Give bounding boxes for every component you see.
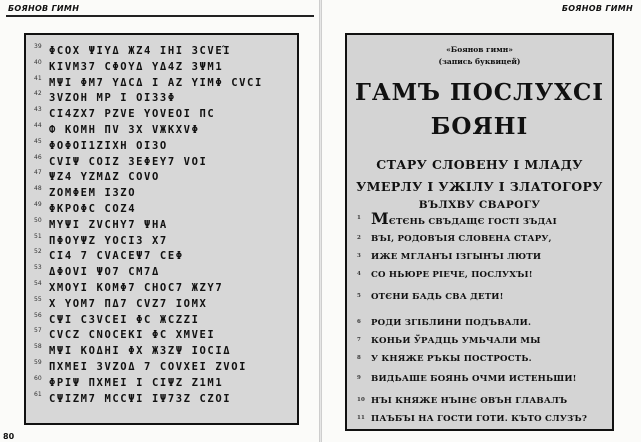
verse-line (357, 374, 606, 384)
cyrillic-text-panel (345, 33, 614, 431)
line-number: 52 (34, 248, 42, 256)
verse-number: 3 (357, 253, 362, 259)
verse-line (357, 414, 606, 424)
runic-line (34, 57, 297, 73)
verse-text: НЪІ КНЯЖЕ НЪІНЄ ОВЪН ГЛАВАЛЪ (371, 396, 568, 406)
runic-text: Ф ΚΟΜΗ ΠV ЗΧ VЖΚΧVΦ (49, 123, 200, 136)
verse-number: 8 (357, 355, 362, 361)
drop-cap: М (371, 209, 389, 228)
line-number: 55 (34, 295, 42, 303)
runic-text: ϹΙ4ΖΧ7 ΡΖVΕ ΥΟVΕΟΙ ΠϹ (49, 108, 216, 120)
verse-text: ПАЪБЪІ НА ГОСТИ ГОТИ. КЪТО СЛУЗЪ? (371, 414, 588, 424)
verse-text: КОНЬИ ЎРАДЦЬ УМЬЧАЛИ МЫ (371, 336, 541, 346)
runic-text: ΦΟΦΟΙ1ΖΙΧΗ ΟΙЗΟ (49, 139, 168, 152)
runic-text: ΜΨΙ ΚΟΔΗΙ ΦΧ ЖЗΖΨ ΙΟϹΙΔ (49, 345, 232, 357)
runic-text: ΧΜΟΥΙ ΚΟΜΦ7 ϹΗΟϹ7 ЖΖΥ7 (49, 281, 224, 294)
runic-line (34, 373, 297, 389)
runic-line (34, 104, 297, 120)
runic-text: ΨΖ4 ΥΖΜΔΖ ϹΟVΟ (49, 171, 160, 184)
line-number: 39 (34, 43, 42, 50)
verse-text: РОДИ ЗГІБЛИНИ ПОДЪВАЛИ. (371, 318, 532, 328)
hymn-title-line-2: БОЯНІ (430, 113, 529, 140)
runic-line (34, 310, 297, 326)
line-number: 50 (34, 216, 42, 224)
runic-text: ΦϹΟΧ ΨΙΥΔ ЖΖ4 ΙΗΙ ЗϹVΕΊ (49, 45, 232, 57)
runic-text: ΔΦΟVΙ ΨΟ7 ϹΜ7Δ (49, 266, 160, 278)
line-number: 49 (34, 200, 42, 208)
runic-line (34, 325, 297, 341)
verse-line (357, 336, 606, 346)
runic-text: ΦΡΙΨ ΠΧΜΕΙ Ι ϹΙΨΖ Ζ1Μ1 (49, 376, 224, 389)
runic-text: ΚΙVΜЗ7 ϹΦΟΥΔ ΥΔ4Ζ ЗΨΜ1 (49, 60, 224, 73)
verse-number: 11 (357, 415, 366, 421)
runic-text: ΖΟΜΦΕΜ ΙЗΖΟ (49, 187, 137, 199)
book-spine (319, 0, 322, 442)
runic-line (34, 183, 297, 199)
line-number: 54 (34, 279, 42, 287)
line-number: 60 (34, 374, 42, 382)
verse-line (357, 292, 606, 302)
line-number: 61 (34, 390, 42, 398)
line-number: 47 (34, 169, 42, 177)
line-number: 48 (34, 185, 42, 193)
verse-number: 9 (357, 375, 362, 381)
runic-line (34, 231, 297, 247)
verse-number: 5 (357, 293, 362, 299)
line-number: 56 (34, 311, 42, 319)
verse-line (357, 209, 606, 228)
verse-number: 7 (357, 337, 362, 343)
runic-text: Χ ΥΟΜ7 ΠΔ7 ϹVΖ7 ΙΟΜΧ (49, 297, 208, 310)
verse-line (357, 396, 606, 406)
caption-subtitle: (запись буквицей) (438, 57, 521, 66)
verse-text: СО НЬЮРЕ РІЕЧЕ, ПОСЛУХЪІ! (371, 270, 533, 280)
verse-text: ИЖЕ МГЛАНЪІ ІЗГЫНЪІ ЛЮТИ (371, 252, 542, 262)
runic-text: ΠΦΟΥΨΖ ΥΟϹΙЗ Χ7 (49, 234, 168, 247)
runic-text-panel (24, 33, 299, 425)
runic-line (34, 357, 297, 373)
runic-text: ΜΨΙ ΦΜ7 ΥΔϹΔ Ι ΑΖ ΥΙΜΦ ϹVϹΙ (49, 76, 263, 89)
left-running-header: БОЯНОВ ГИМН (8, 4, 80, 13)
runic-line (34, 167, 297, 183)
runic-text: ϹΨΙΖΜ7 ΜϹϹΨΙ ΙΨ7ЗΖ ϹΖΟΙ (49, 392, 232, 405)
verse-text: ЄТЄНЬ СВЪДАЩЄ ГОСТІ ЗЪДАІ (388, 217, 557, 227)
line-number: 57 (34, 327, 42, 335)
runic-text: ΠΧΜΕΙ ЗVΖΟΔ 7 ϹΟVΧΕΙ ΖVΟΙ (49, 360, 248, 373)
line-number: 46 (34, 153, 42, 161)
verse-number: 6 (357, 319, 362, 325)
verse-text: ОТЄНИ БАДЬ СВА ДЕТИ! (371, 292, 504, 302)
right-running-header: БОЯНОВ ГИМН (561, 4, 633, 13)
verse-number: 2 (357, 235, 362, 241)
runic-line (34, 262, 297, 278)
line-number: 41 (34, 74, 42, 82)
line-number: 40 (34, 58, 42, 66)
verse-number: 1 (357, 215, 362, 221)
verse-number: 4 (357, 271, 362, 277)
runic-line (34, 88, 297, 104)
verse-text: ВЪІ, РОДОВЪІЯ СЛОВЕНА СТАРУ, (371, 234, 552, 244)
runic-line (34, 41, 297, 57)
runic-line (34, 73, 297, 89)
runic-line (34, 152, 297, 168)
line-number: 43 (34, 106, 42, 114)
dedication-line-1: СТАРУ СЛОВЕНУ І МЛАДУ (376, 157, 583, 172)
line-number: 42 (34, 90, 42, 98)
runic-line (34, 199, 297, 215)
runic-line (34, 294, 297, 310)
hymn-title-line-1: ГАМЪ ПОСЛУХСІ (354, 79, 605, 106)
verse-line (357, 270, 606, 280)
verse-line (357, 252, 606, 262)
verse-text: ВИДЬАШЕ БОЯНЬ ОЧМИ ИСТЕНЬШИ! (371, 374, 577, 384)
verse-line (357, 318, 606, 328)
runic-line (34, 278, 297, 294)
line-number: 58 (34, 343, 42, 351)
verse-line (357, 354, 606, 364)
runic-line (34, 341, 297, 357)
runic-line (34, 120, 297, 136)
line-number: 51 (34, 232, 42, 240)
runic-text: ϹVΙΨ ϹΟΙΖ ЗЕΦЕΥ7 VΟΙ (49, 155, 208, 168)
runic-text: ЗVΖΟΗ ΜΡ Ι ΟΙЗЗΦ (49, 92, 176, 105)
line-number: 59 (34, 358, 42, 366)
line-number: 44 (34, 121, 42, 129)
line-number: 45 (34, 137, 42, 145)
line-number: 53 (34, 264, 42, 272)
runic-text: ϹΙ4 7 ϹVΑϹΕΨ7 ϹΕΦ (49, 250, 184, 263)
runic-line (34, 389, 297, 405)
runic-text: ϹVϹΖ ϹΝΟϹΕΚΙ ΦϹ ΧΜVΕΙ (49, 329, 216, 342)
dedication-line-3: ВЪЛХВУ СВАРОГУ (418, 199, 541, 211)
runic-line (34, 246, 297, 262)
runic-text: ϹΨΙ ϹЗVϹΕΙ ΦϹ ЖϹΖΖΙ (49, 313, 200, 326)
right-header-rule (8, 15, 313, 17)
caption-title: «Боянов гимн» (446, 45, 513, 54)
verse-number: 10 (357, 397, 366, 403)
verse-line (357, 234, 606, 244)
runic-text: ΜΥΨΙ ΖVϹΗΥ7 ΨΗΑ (49, 218, 168, 231)
runic-line (34, 215, 297, 231)
page-number: 80 (3, 432, 15, 441)
verse-text: У КНЯЖЕ РЪКЫ ПОСТРОСТЬ. (371, 354, 532, 364)
runic-text: ΦΚΡΟΦϹ ϹΟΖ4 (49, 202, 137, 215)
runic-line (34, 136, 297, 152)
dedication-line-2: УМЕРЛУ І УЖІЛУ І ЗЛАТОГОРУ (356, 179, 603, 194)
